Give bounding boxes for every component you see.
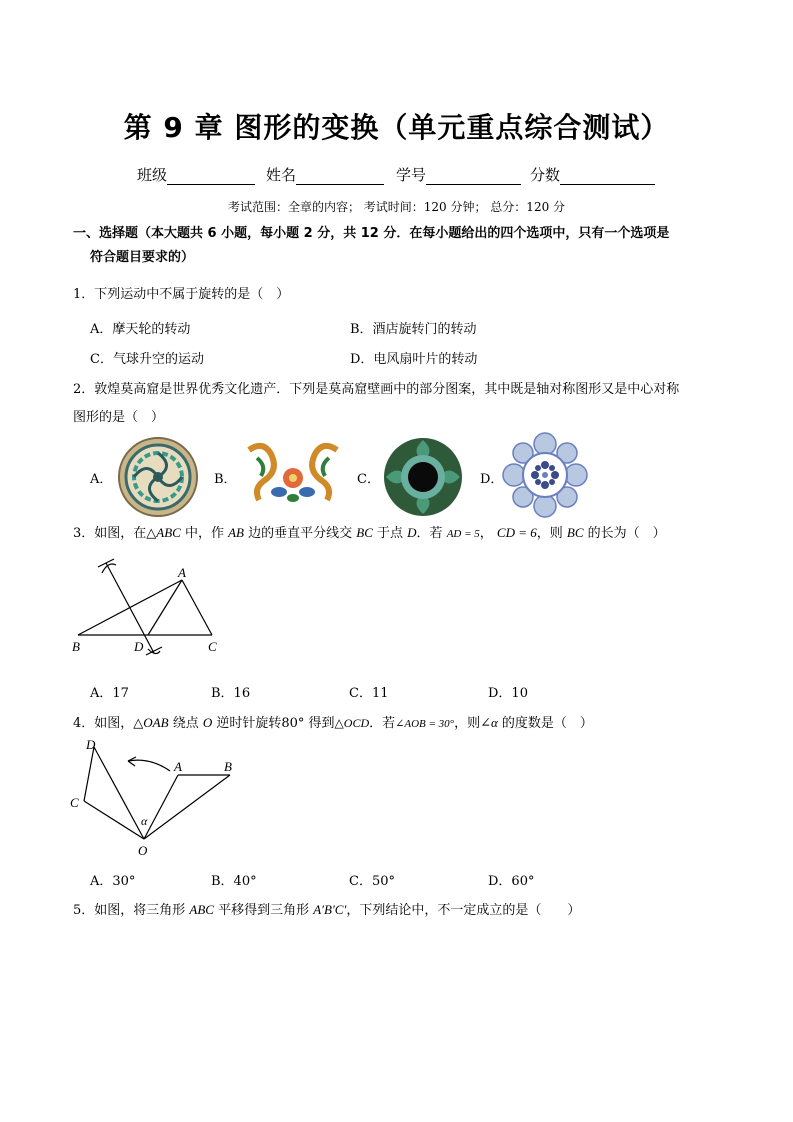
q3-label-d: D xyxy=(134,639,144,654)
q4-segment-dc xyxy=(84,747,94,801)
q2-pattern-c-image xyxy=(382,436,464,518)
q1-option-c[interactable]: C．气球升空的运动 xyxy=(90,352,204,367)
q1-option-d[interactable]: D．电风扇叶片的转动 xyxy=(350,352,478,367)
q2-stem-1: 2．敦煌莫高窟是世界优秀文化遗产．下列是莫高窟壁画中的部分图案，其中既是轴对称图形又是中心对称 xyxy=(73,382,680,397)
id-blank[interactable] xyxy=(426,170,521,185)
q1-stem: 1．下列运动中不属于旋转的是（ ） xyxy=(73,287,290,302)
q2-option-a[interactable]: A． xyxy=(90,472,113,487)
q3-figure xyxy=(70,555,230,665)
q3-option-c[interactable]: C．11 xyxy=(349,686,389,701)
q3-segment-ad xyxy=(148,580,182,635)
q4-label-alpha: α xyxy=(141,814,148,828)
q2-pattern-d-image xyxy=(502,432,588,518)
q2-option-b[interactable]: B． xyxy=(214,472,237,487)
q3-cd-value: CD = 6 xyxy=(496,525,537,540)
q4-rotation-angle: 80° xyxy=(281,716,305,731)
q2-option-c[interactable]: C． xyxy=(357,472,380,487)
score-field xyxy=(530,164,655,185)
q4-stem: 4．如图，△OAB 绕点 O 逆时针旋转80° 得到△OCD．若∠AOB = 30°，则∠α 的度数是（ ） xyxy=(73,715,593,731)
q3-label-c: C xyxy=(208,639,217,654)
q1-option-b[interactable]: B．酒店旋转门的转动 xyxy=(350,322,477,337)
q4-segment-do xyxy=(94,747,144,839)
q4-arrow-head xyxy=(128,757,136,766)
q4-angle-aob: ∠AOB = 30° xyxy=(395,718,455,730)
q4-segment-ao xyxy=(144,775,178,839)
q4-figure xyxy=(66,735,246,860)
q3-arc-mark-top xyxy=(98,559,114,567)
name-field xyxy=(266,164,384,185)
q4-segment-co xyxy=(84,801,144,839)
id-label: 学号 xyxy=(396,166,427,184)
q2-pattern-a-image xyxy=(117,436,199,518)
q2-pattern-b-image xyxy=(243,440,343,506)
q3-option-d[interactable]: D．10 xyxy=(488,686,528,701)
q5-stem: 5．如图，将三角形 ABC 平移得到三角形 A′B′C′，下列结论中，不一定成立的是（ ） xyxy=(73,902,581,918)
class-blank[interactable] xyxy=(167,170,255,185)
class-label: 班级 xyxy=(137,166,168,184)
q3-segment-ac xyxy=(182,580,212,635)
page-title: 第 9 章 图形的变换（单元重点综合测试） xyxy=(123,111,670,144)
q3-option-b[interactable]: B．16 xyxy=(211,686,251,701)
q3-perp-bisector xyxy=(106,563,154,653)
q4-segment-bo xyxy=(144,775,230,839)
q1-option-a[interactable]: A．摩天轮的转动 xyxy=(90,322,191,337)
name-label: 姓名 xyxy=(266,166,297,184)
section-heading xyxy=(73,222,733,270)
q3-label-a: A xyxy=(178,565,186,580)
class-field xyxy=(137,164,255,185)
q4-label-c: C xyxy=(70,795,79,810)
q4-label-o: O xyxy=(138,843,148,858)
q4-option-b[interactable]: B．40° xyxy=(211,874,257,889)
q2-stem-2: 图形的是（ ） xyxy=(73,410,165,425)
id-field xyxy=(396,164,521,185)
q4-label-a: A xyxy=(174,759,182,774)
score-blank[interactable] xyxy=(560,170,655,185)
name-blank[interactable] xyxy=(296,170,384,185)
q3-triangle-abc: △ABC xyxy=(146,525,181,540)
q4-option-d[interactable]: D．60° xyxy=(488,874,535,889)
q3-stem: 3．如图，在△ABC 中，作 AB 边的垂直平分线交 BC 于点 D．若 AD = 5， CD = 6，则 BC 的长为（ ） xyxy=(73,525,666,541)
score-label: 分数 xyxy=(530,166,561,184)
q4-label-b: B xyxy=(224,759,232,774)
q3-label-b: B xyxy=(72,639,80,654)
q3-option-a[interactable]: A．17 xyxy=(90,686,129,701)
q4-option-c[interactable]: C．50° xyxy=(349,874,395,889)
section-line1: 一、选择题（本大题共 6 小题，每小题 2 分，共 12 分．在每小题给出的四个选项中，只有一个选项是 xyxy=(73,226,670,241)
q3-ad-value: AD = 5 xyxy=(446,528,480,540)
q4-label-d: D xyxy=(86,737,96,752)
exam-scope: 考试范围：全章的内容； 考试时间：120 分钟； 总分：120 分 xyxy=(227,200,566,214)
section-line2: 符合题目要求的） xyxy=(90,250,195,265)
q4-option-a[interactable]: A．30° xyxy=(90,874,136,889)
q2-option-d[interactable]: D． xyxy=(480,472,504,487)
